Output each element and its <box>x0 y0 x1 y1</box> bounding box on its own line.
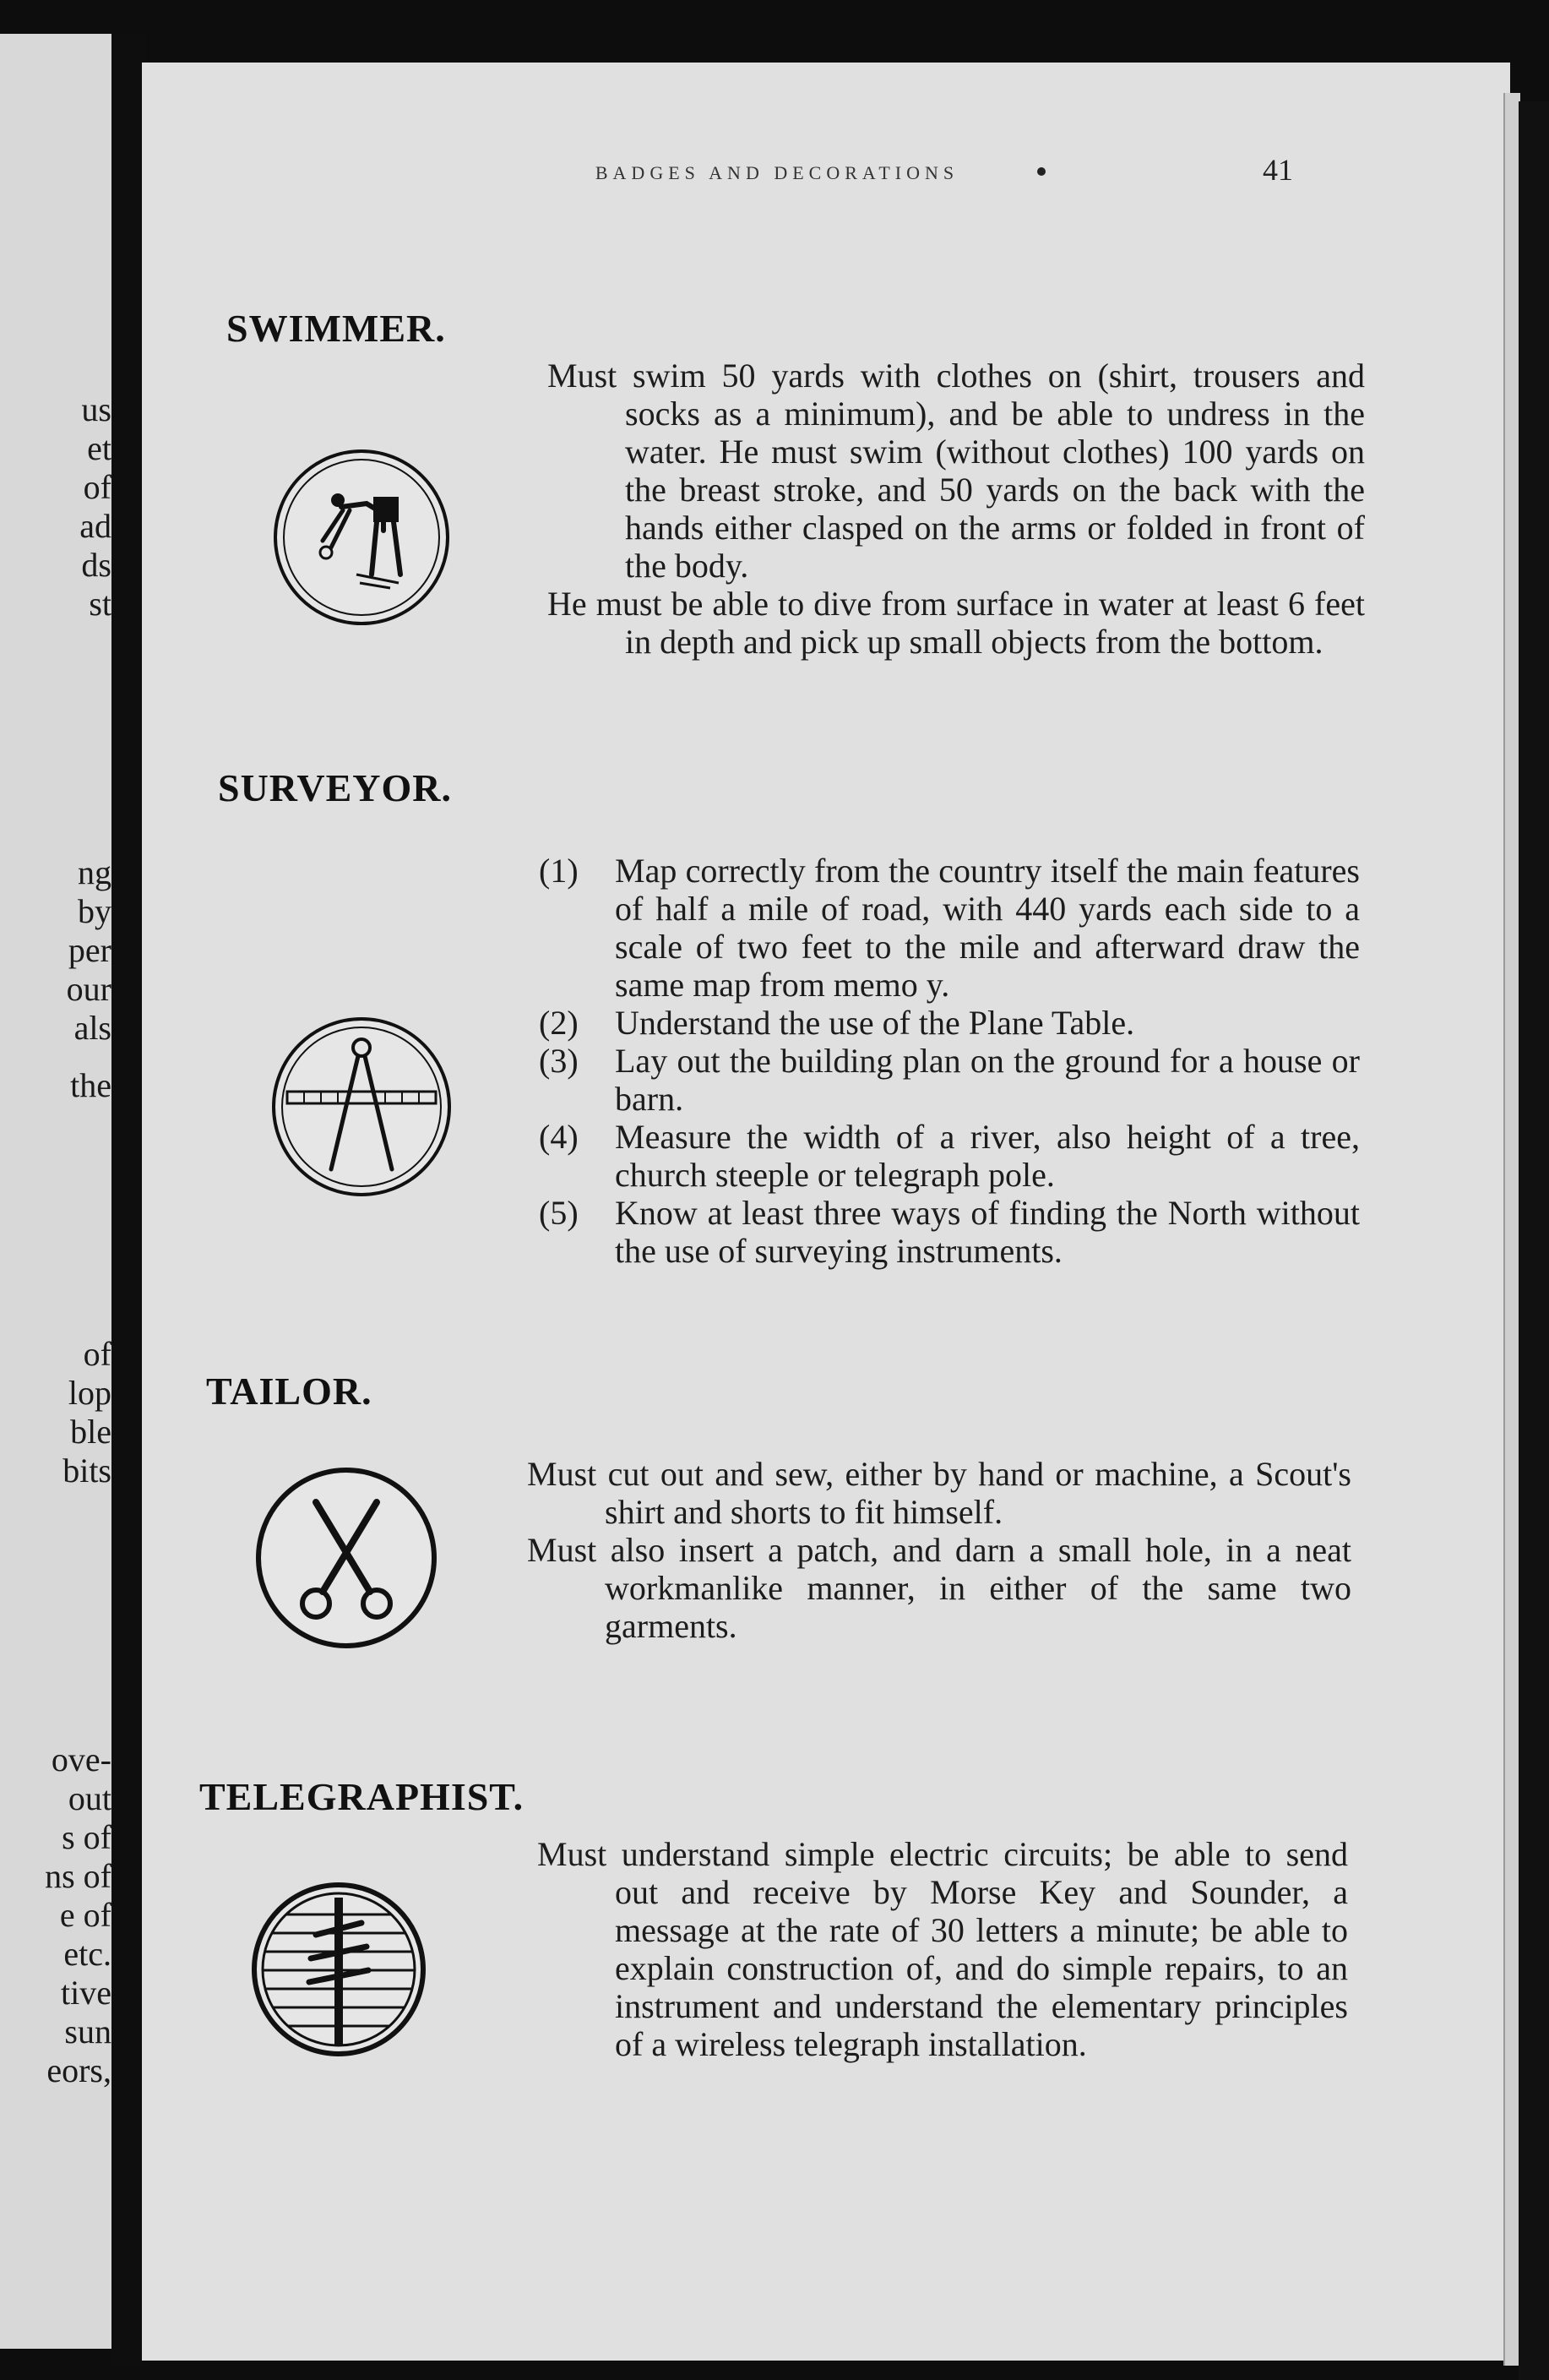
telegraphist-requirements <box>537 1835 1348 2063</box>
facing-page-text-fragment: ng <box>78 853 111 891</box>
surveyor-item-4: (4) Measure the width of a river, also height of a tree, church steeple or telegraph pole. <box>539 1118 1360 1194</box>
running-head: BADGES AND DECORATIONS <box>595 162 959 183</box>
facing-page-text-fragment: lop <box>68 1374 111 1412</box>
swimmer-paragraph-1: Must swim 50 yards with clothes on (shirt, trousers and socks as a minimum), and be able to undress in the water. He must swim (without clothes) 100 yards on the breast stroke, and 50 yards on the back with the hands either clasped on the arms or folded in front of the body. <box>547 357 1365 585</box>
tailor-paragraph-2: Must also insert a patch, and darn a small hole, in a neat workmanlike manner, in either of the same two garments. <box>527 1531 1351 1645</box>
scan-border <box>1519 101 1549 2380</box>
facing-page-text-fragment: of <box>83 1335 111 1373</box>
facing-page-text-fragment: etc. <box>63 1935 111 1973</box>
facing-page-text-fragment: tive <box>61 1974 111 2012</box>
facing-page-text-fragment: our <box>66 970 111 1008</box>
badge-title-surveyor: SURVEYOR. <box>218 766 453 809</box>
page-edge <box>1503 93 1520 2366</box>
swimmer-requirements <box>547 357 1365 661</box>
facing-page-text-fragment: of <box>83 468 111 506</box>
facing-page-text-fragment: the <box>70 1066 111 1104</box>
facing-page-text-fragment: e of <box>59 1896 111 1934</box>
facing-page-text-fragment: st <box>89 585 111 623</box>
badge-title-swimmer: SWIMMER. <box>226 307 446 350</box>
facing-page-text-fragment: eors, <box>46 2051 111 2089</box>
surveyor-item-5: (5) Know at least three ways of finding the North without the use of surveying instruments. <box>539 1194 1360 1270</box>
telegraph-pole-icon <box>250 1881 427 2058</box>
surveyor-item-2: (2) Understand the use of the Plane Table. <box>539 1004 1135 1042</box>
surveyor-requirements <box>539 852 1360 1270</box>
facing-page-text-fragment: s of <box>62 1818 111 1856</box>
facing-page-text-fragment: ble <box>70 1413 111 1451</box>
facing-page-text-fragment: bits <box>63 1451 111 1490</box>
facing-page <box>0 34 117 2349</box>
facing-page-text-fragment: by <box>78 892 111 930</box>
badge-title-telegraphist: TELEGRAPHIST. <box>199 1775 524 1818</box>
compass-divider-icon <box>270 1016 453 1198</box>
facing-page-text-fragment: per <box>68 931 111 969</box>
ink-dot <box>1037 167 1046 176</box>
facing-page-text-fragment: ds <box>81 546 111 584</box>
telegraphist-paragraph-1: Must understand simple electric circuits; be able to send out and receive by Morse Key and Sounder, a message at the rate of 30 letters a minute; be able to explain construction of, and do simple repairs, to an instrument and understand the elementary principles of a wireless telegraph installation. <box>537 1835 1348 2063</box>
page-number: 41 <box>1263 153 1293 187</box>
tailor-requirements <box>527 1455 1351 1645</box>
facing-page-text-fragment: us <box>81 390 111 428</box>
facing-page-text-fragment: out <box>68 1779 111 1817</box>
facing-page-text-fragment: ns of <box>45 1857 111 1895</box>
facing-page-text-fragment: sun <box>64 2012 111 2051</box>
facing-page-text-fragment: ove- <box>51 1740 111 1778</box>
swimmer-paragraph-2: He must be able to dive from surface in water at least 6 feet in depth and pick up small objects from the bottom. <box>547 585 1365 661</box>
scissors-icon <box>253 1465 439 1651</box>
badge-title-tailor: TAILOR. <box>206 1370 372 1413</box>
surveyor-item-3: (3) Lay out the building plan on the ground for a house or barn. <box>539 1042 1360 1118</box>
facing-page-text-fragment: et <box>87 429 111 467</box>
facing-page-text-fragment: als <box>73 1009 111 1047</box>
facing-page-text-fragment: ad <box>79 507 111 545</box>
swimmer-diving-icon <box>272 448 451 627</box>
tailor-paragraph-1: Must cut out and sew, either by hand or machine, a Scout's shirt and shorts to fit himself. <box>527 1455 1351 1531</box>
surveyor-item-1: (1) Map correctly from the country itself the main features of half a mile of road, with 440 yards each side to a scale of two feet to the mile and afterward draw the same map from memo y. <box>539 852 1360 1004</box>
